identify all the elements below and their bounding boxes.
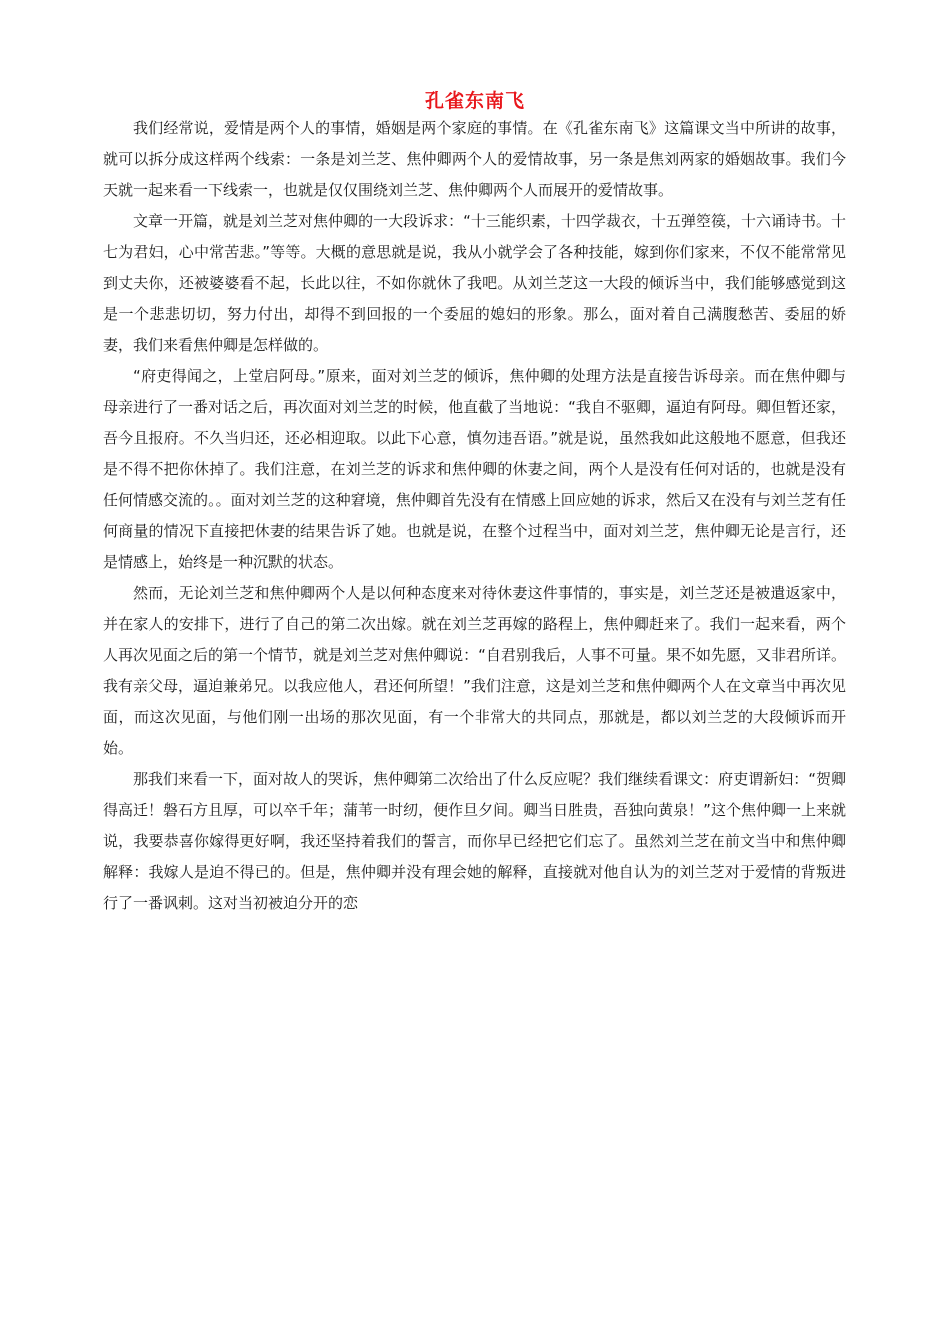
paragraph-5: 那我们来看一下，面对故人的哭诉，焦仲卿第二次给出了什么反应呢？我们继续看课文：府吏谓新妇：“贺卿得高迁！磐石方且厚，可以卒千年；蒲苇一时纫，便作旦夕间。卿当日胜贵，吾独向黄泉！”这个焦仲卿一上来就说，我要恭喜你嫁得更好啊，我还坚持着我们的誓言，而你早已经把它们忘了。虽然刘兰芝在前文当中和焦仲卿解释：我嫁人是迫不得已的。但是，焦仲卿并没有理会她的解释，直接就对他自认为的刘兰芝对于爱情的背叛进行了一番讽刺。这对当初被迫分开的恋 [103,770,846,912]
document-title: 孔雀东南飞 [424,90,525,112]
paragraph-2: 文章一开篇，就是刘兰芝对焦仲卿的一大段诉求：“十三能织素，十四学裁衣，十五弹箜篌，十六诵诗书。十七为君妇，心中常苦悲。”等等。大概的意思就是说，我从小就学会了各种技能，嫁到你们家来，不仅不能常常见到丈夫你，还被婆婆看不起，长此以往，不如你就休了我吧。从刘兰芝这一大段的倾诉当中，我们能够感觉到这是一个悲悲切切，努力付出，却得不到回报的一个委屈的媳妇的形象。那么，面对着自己满腹愁苦、委屈的娇妻，我们来看焦仲卿是怎样做的。 [103,212,846,354]
paragraph-3: “府吏得闻之，上堂启阿母。”原来，面对刘兰芝的倾诉，焦仲卿的处理方法是直接告诉母亲。而在焦仲卿与母亲进行了一番对话之后，再次面对刘兰芝的时候，他直截了当地说：“我自不驱卿，逼迫有阿母。卿但暂还家，吾今且报府。不久当归还，还必相迎取。以此下心意，慎勿违吾语。”就是说，虽然我如此这般地不愿意，但我还是不得不把你休掉了。我们注意，在刘兰芝的诉求和焦仲卿的休妻之间，两个人是没有任何对话的，也就是没有任何情感交流的。。面对刘兰芝的这种窘境，焦仲卿首先没有在情感上回应她的诉求，然后又在没有与刘兰芝有任何商量的情况下直接把休妻的结果告诉了她。也就是说，在整个过程当中，面对刘兰芝，焦仲卿无论是言行，还是情感上，始终是一种沉默的状态。 [103,367,846,571]
paragraph-4: 然而，无论刘兰芝和焦仲卿两个人是以何种态度来对待休妻这件事情的，事实是，刘兰芝还是被遣返家中，并在家人的安排下，进行了自己的第二次出嫁。就在刘兰芝再嫁的路程上，焦仲卿赶来了。我们一起来看，两个人再次见面之后的第一个情节，就是刘兰芝对焦仲卿说：“自君别我后，人事不可量。果不如先愿，又非君所详。我有亲父母，逼迫兼弟兄。以我应他人，君还何所望！”我们注意，这是刘兰芝和焦仲卿两个人在文章当中再次见面，而这次见面，与他们刚一出场的那次见面，有一个非常大的共同点，那就是，都以刘兰芝的大段倾诉而开始。 [103,584,846,757]
paragraph-1: 我们经常说，爱情是两个人的事情，婚姻是两个家庭的事情。在《孔雀东南飞》这篇课文当中所讲的故事，就可以拆分成这样两个线索：一条是刘兰芝、焦仲卿两个人的爱情故事，另一条是焦刘两家的婚姻故事。我们今天就一起来看一下线索一，也就是仅仅围绕刘兰芝、焦仲卿两个人而展开的爱情故事。 [103,119,846,199]
document-body [103,113,846,919]
